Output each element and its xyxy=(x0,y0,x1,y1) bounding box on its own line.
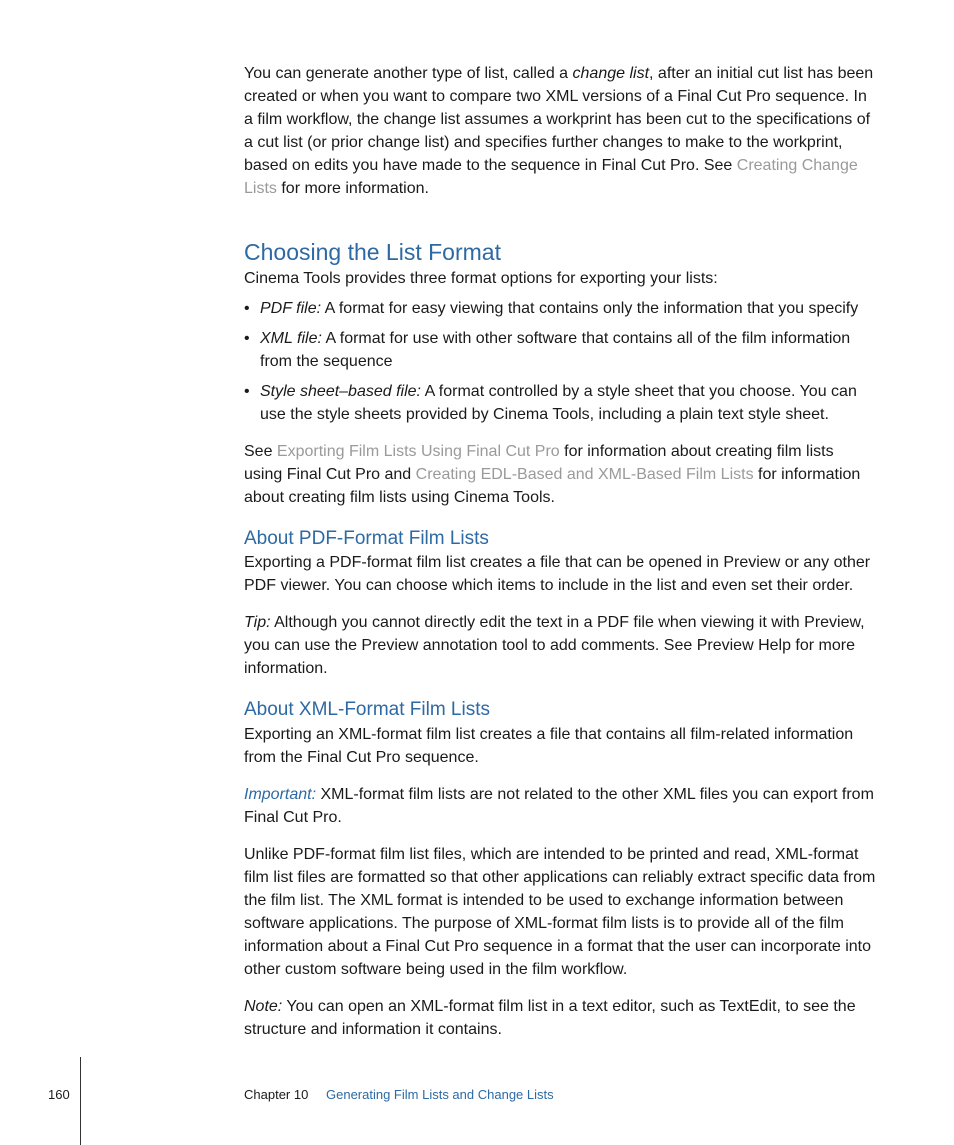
list-item: • PDF file: A format for easy viewing that contains only the information that you specify xyxy=(244,300,859,317)
footer-chapter-label: Chapter 10 xyxy=(244,1087,309,1102)
important-label: Important: xyxy=(244,786,317,803)
heading-pdf-format: About PDF-Format Film Lists xyxy=(244,528,489,549)
tip-paragraph xyxy=(244,611,876,680)
note-label: Note: xyxy=(244,998,283,1015)
xml-body-2: Unlike PDF-format film list files, which are intended to be printed and read, XML-format film list files are formatted so that other applications can reliably extract specific data from the film list. The XML format is intended to be used to exchange information between software applications. The purpose of XML-format film lists is to provide all of the film information about a Final Cut Pro sequence in a format that the user can incorporate into other custom software being used in the film workflow. xyxy=(244,846,876,978)
see-text: See xyxy=(244,443,277,460)
footer-chapter-title: Generating Film Lists and Change Lists xyxy=(326,1087,554,1102)
bullet-text: A format for use with other software that contains all of the film information from the sequence xyxy=(260,330,851,370)
bullet-text: A format for easy viewing that contains only the information that you specify xyxy=(324,300,859,317)
see-also-paragraph xyxy=(244,440,876,509)
see-text: for information about creating film lists using Cinema Tools. xyxy=(244,466,861,506)
bullet-term: Style sheet–based file: xyxy=(260,383,421,400)
list-format-lead: Cinema Tools provides three format options for exporting your lists: xyxy=(244,270,718,287)
intro-text: for more information. xyxy=(276,180,429,197)
bullet-term: XML file: xyxy=(260,330,322,347)
list-item: • Style sheet–based file: A format controlled by a style sheet that you choose. You can use the style sheets provided by Cinema Tools, including a plain text style sheet. xyxy=(244,383,857,423)
pdf-body: Exporting a PDF-format film list creates a file that can be opened in Preview or any other PDF viewer. You can choose which items to include in the list and even set their order. xyxy=(244,554,871,594)
creating-edl-xml-film-lists-link[interactable]: Creating EDL-Based and XML-Based Film Lists xyxy=(415,466,754,483)
page-number: 160 xyxy=(48,1087,70,1102)
change-list-term: change list xyxy=(572,65,650,82)
xml-body: Exporting an XML-format film list creates a file that contains all film-related information from the Final Cut Pro sequence. xyxy=(244,726,854,766)
list-item: • XML file: A format for use with other software that contains all of the film information from the sequence xyxy=(244,330,851,370)
note-paragraph xyxy=(244,995,876,1041)
footer-divider xyxy=(80,1057,81,1145)
exporting-film-lists-link[interactable]: Exporting Film Lists Using Final Cut Pro xyxy=(276,443,560,460)
tip-label: Tip: xyxy=(244,614,271,631)
creating-change-lists-link[interactable]: Creating Change Lists xyxy=(244,157,858,197)
note-text: You can open an XML-format film list in a text editor, such as TextEdit, to see the structure and information it contains. xyxy=(244,998,856,1038)
intro-text: , after an initial cut list has been created or when you want to compare two XML versions of a Final Cut Pro sequence. In a film workflow, the change list assumes a workprint has been cut to the specifications of a cut list (or prior change list) and specifies further changes to make to the workprint, based on edits you have made to the sequence in Final Cut Pro. See xyxy=(244,65,874,174)
format-options-list xyxy=(244,297,876,426)
important-text: XML-format film lists are not related to the other XML files you can export from Final Cut Pro. xyxy=(244,786,874,826)
see-text: for information about creating film lists using Final Cut Pro and xyxy=(244,443,834,483)
tip-text: Although you cannot directly edit the text in a PDF file when viewing it with Preview, you can use the Preview annotation tool to add comments. See Preview Help for more information. xyxy=(244,614,865,677)
heading-choosing-list-format: Choosing the List Format xyxy=(244,239,501,265)
important-paragraph xyxy=(244,783,876,829)
heading-xml-format: About XML-Format Film Lists xyxy=(244,699,490,720)
bullet-text: A format controlled by a style sheet that you choose. You can use the style sheets provided by Cinema Tools, including a plain text style sheet. xyxy=(260,383,857,423)
bullet-term: PDF file: xyxy=(260,300,322,317)
intro-paragraph xyxy=(244,62,876,200)
intro-text: You can generate another type of list, called a xyxy=(244,65,573,82)
